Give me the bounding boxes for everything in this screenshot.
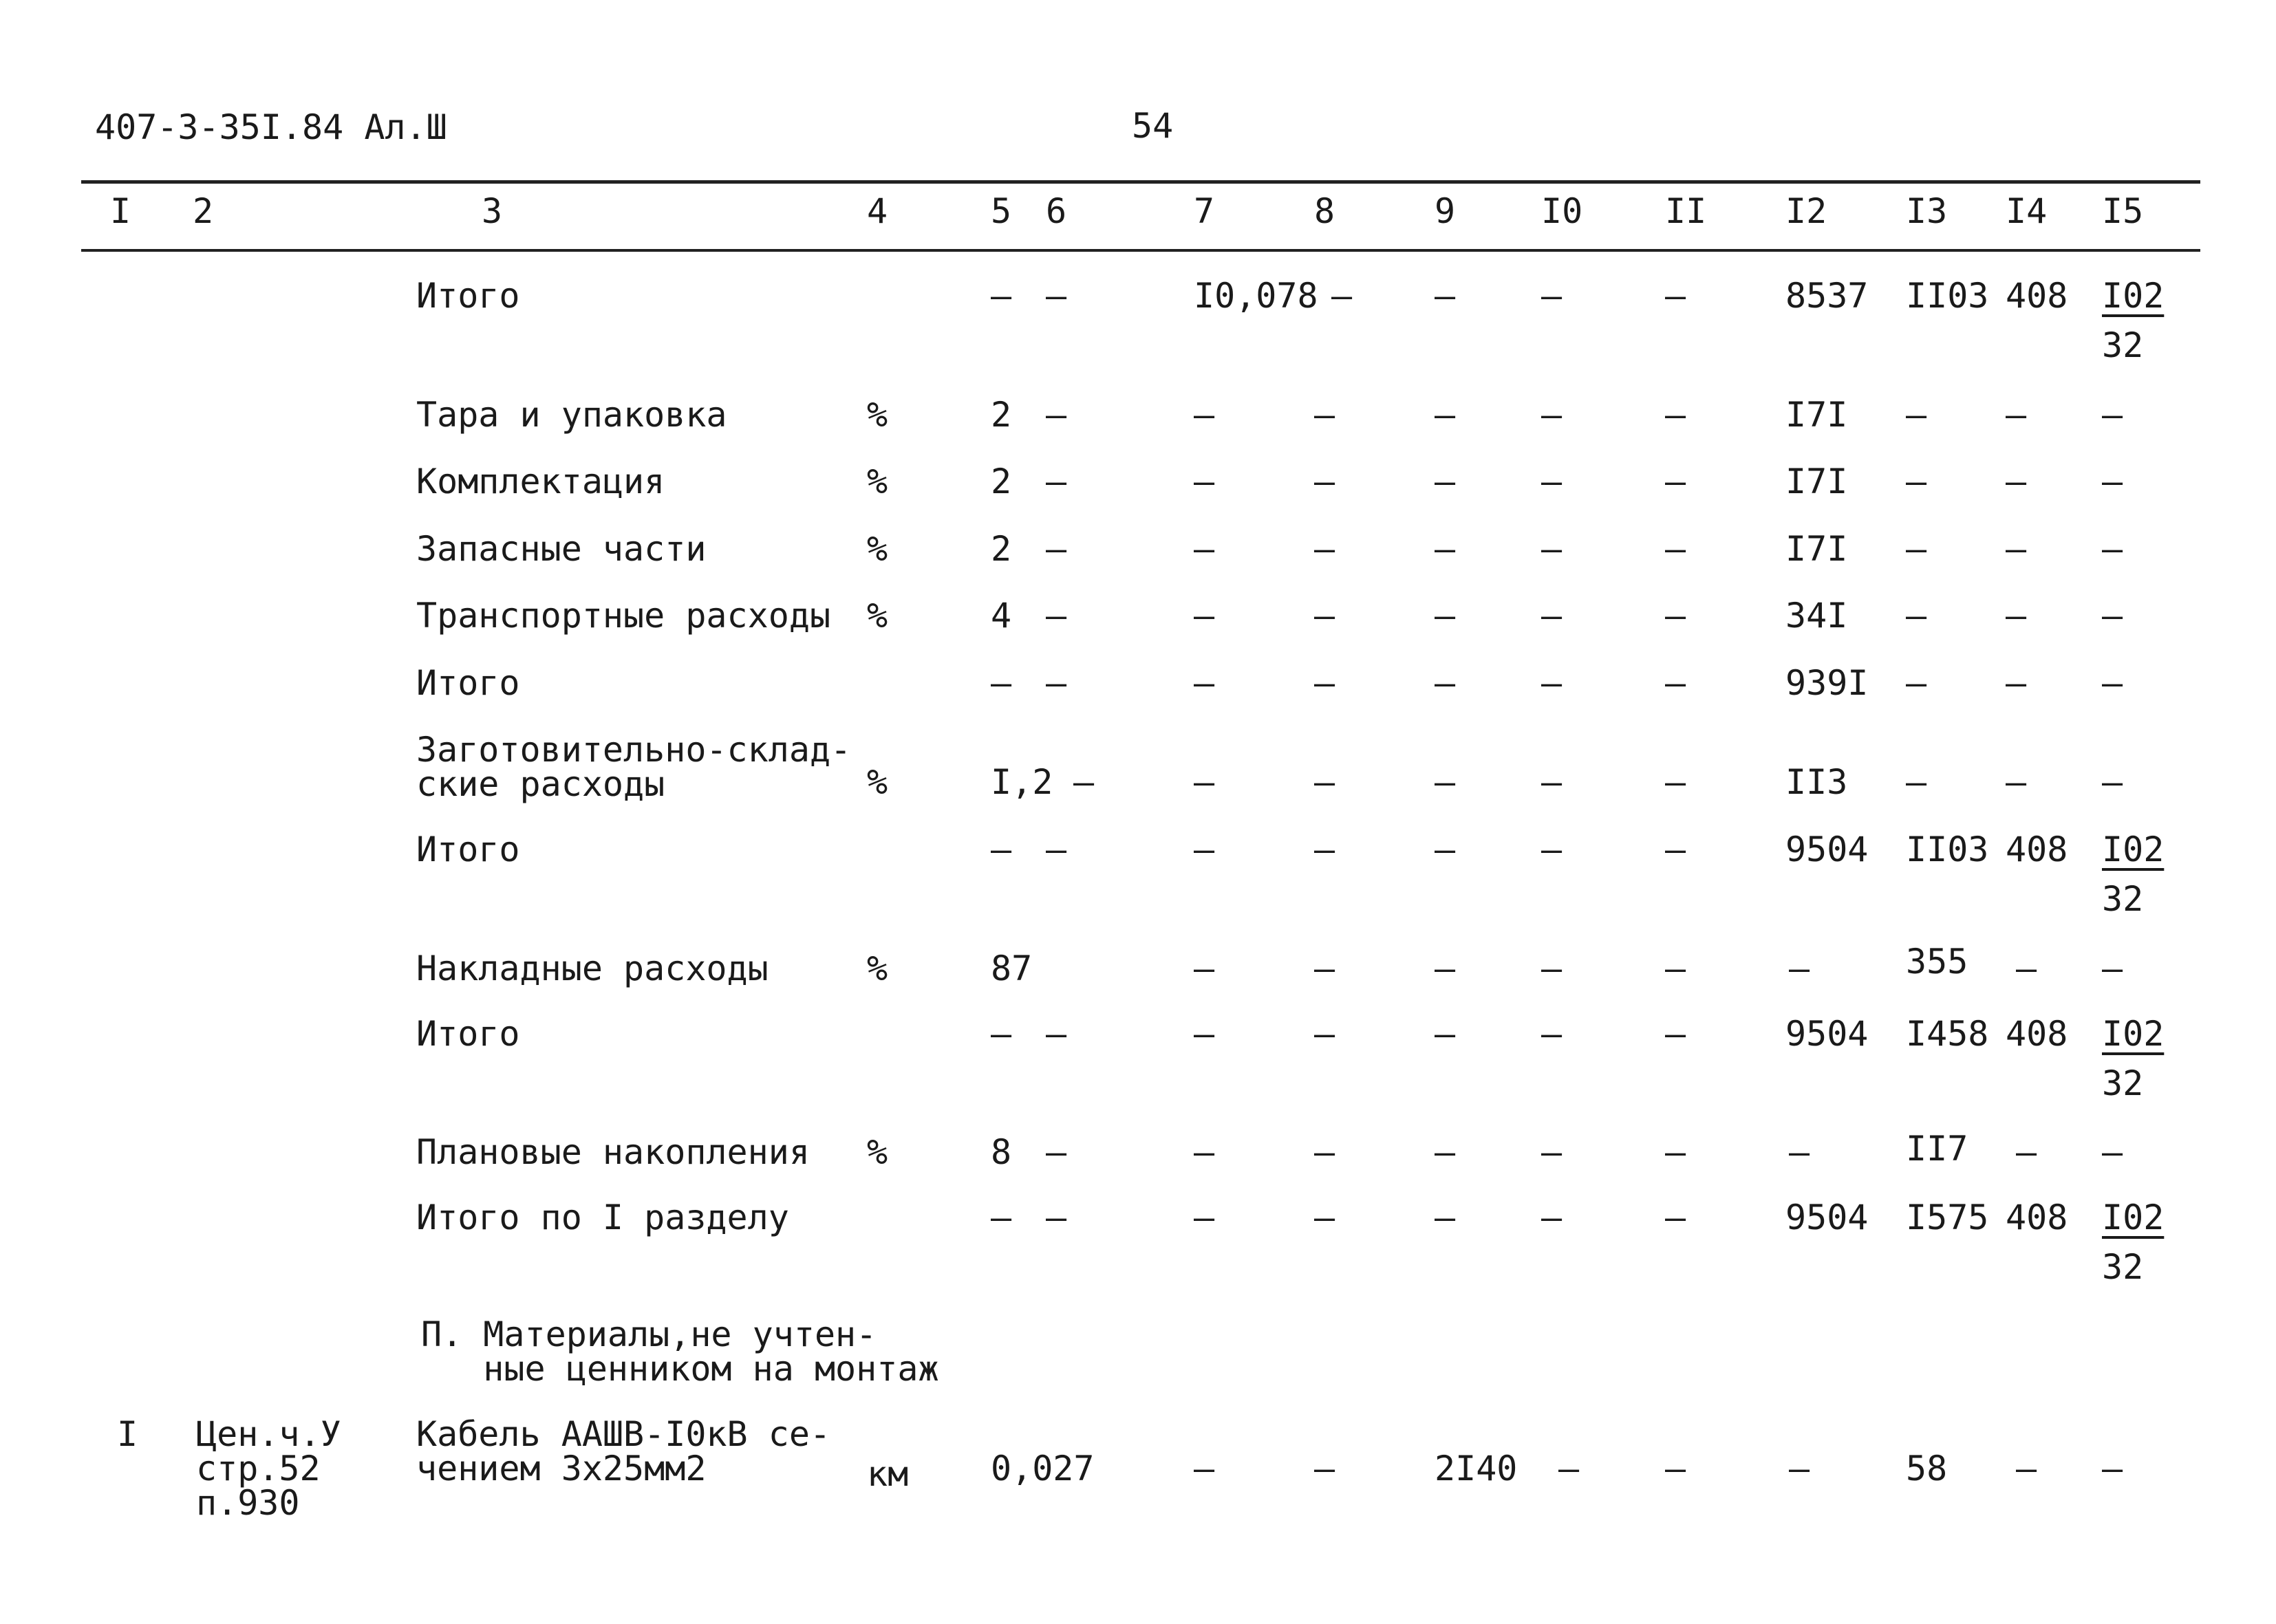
cell-c6: –: [1073, 762, 1095, 802]
cell-c14: 408: [2006, 830, 2068, 869]
cell-c15: –: [2102, 949, 2123, 988]
cell-c9: –: [1435, 462, 1456, 501]
cell-c12: I7I: [1785, 395, 1848, 435]
cell-c7: –: [1194, 830, 1215, 869]
cell-c10: –: [1558, 1449, 1580, 1488]
row-name: Тара и упаковка: [416, 395, 727, 435]
cell-c14: –: [2016, 1449, 2037, 1488]
cell-c11: –: [1665, 1198, 1686, 1237]
cell-c5: –: [991, 1014, 1012, 1054]
cell-c6: –: [1046, 663, 1067, 703]
cell-c9: –: [1435, 949, 1456, 988]
cell-c7: –: [1194, 1198, 1215, 1237]
cell-c11: –: [1665, 1449, 1686, 1488]
cell-c15: –: [2102, 529, 2123, 569]
cell-c13: I575: [1906, 1198, 1989, 1237]
cell-c6: –: [1046, 395, 1067, 435]
cell-c8: –: [1314, 762, 1335, 802]
cell-c14: 408: [2006, 1014, 2068, 1054]
cell-c13: –: [1906, 663, 1927, 703]
cell-c7: –: [1194, 529, 1215, 569]
row-name: Итого: [416, 1014, 520, 1054]
col-header-10: I0: [1541, 191, 1583, 231]
cell-c2: Цен.ч.У стр.52 п.930: [196, 1414, 341, 1523]
cell-c8: –: [1314, 949, 1335, 988]
row-name: Накладные расходы: [416, 949, 769, 988]
cell-c8: –: [1314, 1132, 1335, 1172]
cell-c15: –: [2102, 1132, 2123, 1172]
cell-c6: –: [1046, 529, 1067, 569]
cell-c6: –: [1046, 1014, 1067, 1054]
cell-c11: –: [1665, 1132, 1686, 1172]
cell-c15-fraction: [2102, 830, 2165, 919]
cell-c4: км: [867, 1454, 909, 1494]
section-heading: П. Материалы,не учтен- ные ценником на монтаж: [421, 1314, 939, 1389]
cell-c14: –: [2006, 395, 2027, 435]
cell-c5: –: [991, 276, 1012, 316]
col-header-7: 7: [1194, 191, 1215, 231]
cell-c15-fraction: [2102, 276, 2165, 365]
page-number: 54: [1132, 106, 1174, 146]
cell-c9: –: [1435, 830, 1456, 869]
cell-c4: %: [867, 596, 888, 636]
cell-c5: 87: [991, 949, 1033, 988]
cell-c6: –: [1046, 830, 1067, 869]
cell-c1: I: [117, 1414, 138, 1454]
cell-c12: II3: [1785, 762, 1848, 802]
cell-c14: –: [2006, 596, 2027, 636]
cell-c11: –: [1665, 1014, 1686, 1054]
cell-c7: –: [1194, 596, 1215, 636]
cell-c10: –: [1541, 1198, 1563, 1237]
cell-c13: –: [1906, 462, 1927, 501]
cell-c12: I7I: [1785, 462, 1848, 501]
cell-c6: –: [1046, 596, 1067, 636]
cell-c15: –: [2102, 1449, 2123, 1488]
cell-c7: –: [1194, 663, 1215, 703]
cell-c15: –: [2102, 462, 2123, 501]
cell-c9: –: [1435, 596, 1456, 636]
fraction-denominator: 32: [2102, 879, 2144, 919]
cell-c10: –: [1541, 663, 1563, 703]
cell-c12: 939I: [1785, 663, 1869, 703]
cell-c5: –: [991, 663, 1012, 703]
cell-c8: –: [1314, 529, 1335, 569]
fraction-numerator: I02: [2102, 276, 2165, 316]
cell-c5: 8: [991, 1132, 1012, 1172]
row-name: Итого по I разделу: [416, 1198, 789, 1237]
cell-c12: 34I: [1785, 596, 1848, 636]
cell-c9: –: [1435, 395, 1456, 435]
cell-c9: –: [1435, 762, 1456, 802]
cell-c4: %: [867, 462, 888, 501]
cell-c7: –: [1194, 949, 1215, 988]
cell-c11: –: [1665, 276, 1686, 316]
cell-c10: –: [1541, 830, 1563, 869]
col-header-5: 5: [991, 191, 1012, 231]
row-name: Итого: [416, 830, 520, 869]
cell-c10: –: [1541, 395, 1563, 435]
header-bottom-rule: [81, 249, 2200, 252]
cell-c9: –: [1435, 529, 1456, 569]
cell-c11: –: [1665, 529, 1686, 569]
col-header-13: I3: [1906, 191, 1948, 231]
cell-c5: 2: [991, 529, 1012, 569]
cell-c4: %: [867, 395, 888, 435]
cell-c5: 2: [991, 395, 1012, 435]
cell-c10: –: [1541, 949, 1563, 988]
cell-c7: –: [1194, 1014, 1215, 1054]
cell-c7: –: [1194, 462, 1215, 501]
cell-c6: –: [1046, 276, 1067, 316]
cell-c10: –: [1541, 462, 1563, 501]
cell-c12: –: [1789, 1449, 1810, 1488]
fraction-numerator: I02: [2102, 1198, 2165, 1237]
table-top-rule: [81, 180, 2200, 184]
row-name: Запасные части: [416, 529, 707, 569]
cell-c14: –: [2006, 529, 2027, 569]
col-header-4: 4: [867, 191, 888, 231]
cell-c14: –: [2006, 663, 2027, 703]
col-header-9: 9: [1435, 191, 1456, 231]
fraction-denominator: 32: [2102, 325, 2144, 365]
cell-c9: –: [1435, 276, 1456, 316]
cell-c4: %: [867, 762, 888, 802]
cell-c14: –: [2016, 1132, 2037, 1172]
cell-c13: I458: [1906, 1014, 1989, 1054]
cell-c9: –: [1435, 663, 1456, 703]
cell-c14: 408: [2006, 276, 2068, 316]
row-name: Комплектация: [416, 462, 665, 501]
cell-c8: –: [1314, 830, 1335, 869]
cell-c4: %: [867, 949, 888, 988]
cell-c12: –: [1789, 1132, 1810, 1172]
row-name: Итого: [416, 276, 520, 316]
cell-c7: I0,078: [1194, 276, 1318, 316]
cell-c13: II03: [1906, 276, 1989, 316]
cell-c14: –: [2016, 949, 2037, 988]
cell-c11: –: [1665, 949, 1686, 988]
col-header-2: 2: [193, 191, 214, 231]
cell-c5: 4: [991, 596, 1012, 636]
cell-c13: II7: [1906, 1129, 1968, 1169]
cell-c11: –: [1665, 663, 1686, 703]
cell-c10: –: [1541, 762, 1563, 802]
cell-c15: –: [2102, 395, 2123, 435]
cell-c13: 58: [1906, 1449, 1948, 1488]
cell-c7: –: [1194, 395, 1215, 435]
cell-c15-fraction: [2102, 1014, 2165, 1103]
cell-c12: 9504: [1785, 830, 1869, 869]
cell-c7: –: [1194, 762, 1215, 802]
cell-c10: –: [1541, 596, 1563, 636]
cell-c13: II03: [1906, 830, 1989, 869]
col-header-14: I4: [2006, 191, 2048, 231]
cell-c9: –: [1435, 1198, 1456, 1237]
cell-c8: –: [1314, 596, 1335, 636]
cell-c13: –: [1906, 762, 1927, 802]
cell-c5: 2: [991, 462, 1012, 501]
cell-c10: –: [1541, 529, 1563, 569]
cell-c4: %: [867, 1132, 888, 1172]
cell-c11: –: [1665, 596, 1686, 636]
cell-c15: –: [2102, 663, 2123, 703]
fraction-denominator: 32: [2102, 1247, 2144, 1287]
row-name: Транспортные расходы: [416, 596, 831, 636]
cell-c14: –: [2006, 462, 2027, 501]
cell-c6: –: [1046, 1198, 1067, 1237]
cell-c11: –: [1665, 395, 1686, 435]
col-header-12: I2: [1785, 191, 1827, 231]
fraction-denominator: 32: [2102, 1063, 2144, 1103]
cell-c11: –: [1665, 462, 1686, 501]
fraction-numerator: I02: [2102, 1014, 2165, 1054]
cell-c10: –: [1541, 1132, 1563, 1172]
cell-c5: I,2: [991, 762, 1053, 802]
cell-c12: 9504: [1785, 1014, 1869, 1054]
cell-c12: –: [1789, 949, 1810, 988]
cell-c8: –: [1314, 462, 1335, 501]
cell-c8: –: [1314, 395, 1335, 435]
cell-c10: –: [1541, 1014, 1563, 1054]
cell-c13: –: [1906, 529, 1927, 569]
col-header-1: I: [110, 191, 131, 231]
cell-c10: –: [1541, 276, 1563, 316]
cell-c9: –: [1435, 1132, 1456, 1172]
cell-c6: –: [1046, 462, 1067, 501]
cell-c8: –: [1314, 1198, 1335, 1237]
cell-c5: –: [991, 1198, 1012, 1237]
col-header-3: 3: [482, 191, 503, 231]
row-name: Итого: [416, 663, 520, 703]
cell-c9: –: [1435, 1014, 1456, 1054]
cell-c8: –: [1331, 276, 1353, 316]
cell-c9: 2I40: [1435, 1449, 1518, 1488]
cell-c8: –: [1314, 1449, 1335, 1488]
col-header-6: 6: [1046, 191, 1067, 231]
cell-c11: –: [1665, 762, 1686, 802]
cell-c5: 0,027: [991, 1449, 1095, 1488]
col-header-8: 8: [1314, 191, 1335, 231]
cell-c13: –: [1906, 596, 1927, 636]
cell-c7: –: [1194, 1132, 1215, 1172]
cell-c15-fraction: [2102, 1198, 2165, 1287]
cell-c13: –: [1906, 395, 1927, 435]
row-name: Заготовительно-склад- ские расходы: [416, 730, 852, 804]
cell-c11: –: [1665, 830, 1686, 869]
cell-c8: –: [1314, 1014, 1335, 1054]
cell-c15: –: [2102, 762, 2123, 802]
fraction-numerator: I02: [2102, 830, 2165, 869]
cell-c5: –: [991, 830, 1012, 869]
cell-c8: –: [1314, 663, 1335, 703]
cell-c14: –: [2006, 762, 2027, 802]
cell-c4: %: [867, 529, 888, 569]
cell-c7: –: [1194, 1449, 1215, 1488]
col-header-11: II: [1665, 191, 1707, 231]
cell-c6: –: [1046, 1132, 1067, 1172]
row-name: Плановые накопления: [416, 1132, 810, 1172]
col-header-15: I5: [2102, 191, 2144, 231]
cell-c15: –: [2102, 596, 2123, 636]
cell-c12: 9504: [1785, 1198, 1869, 1237]
document-code: 407-3-35I.84 Ал.Ш: [95, 107, 447, 147]
cell-c14: 408: [2006, 1198, 2068, 1237]
cell-c12: I7I: [1785, 529, 1848, 569]
row-name: Кабель ААШВ-I0кВ се- чением 3х25мм2: [416, 1414, 831, 1488]
cell-c13: 355: [1906, 942, 1968, 982]
cell-c12: 8537: [1785, 276, 1869, 316]
